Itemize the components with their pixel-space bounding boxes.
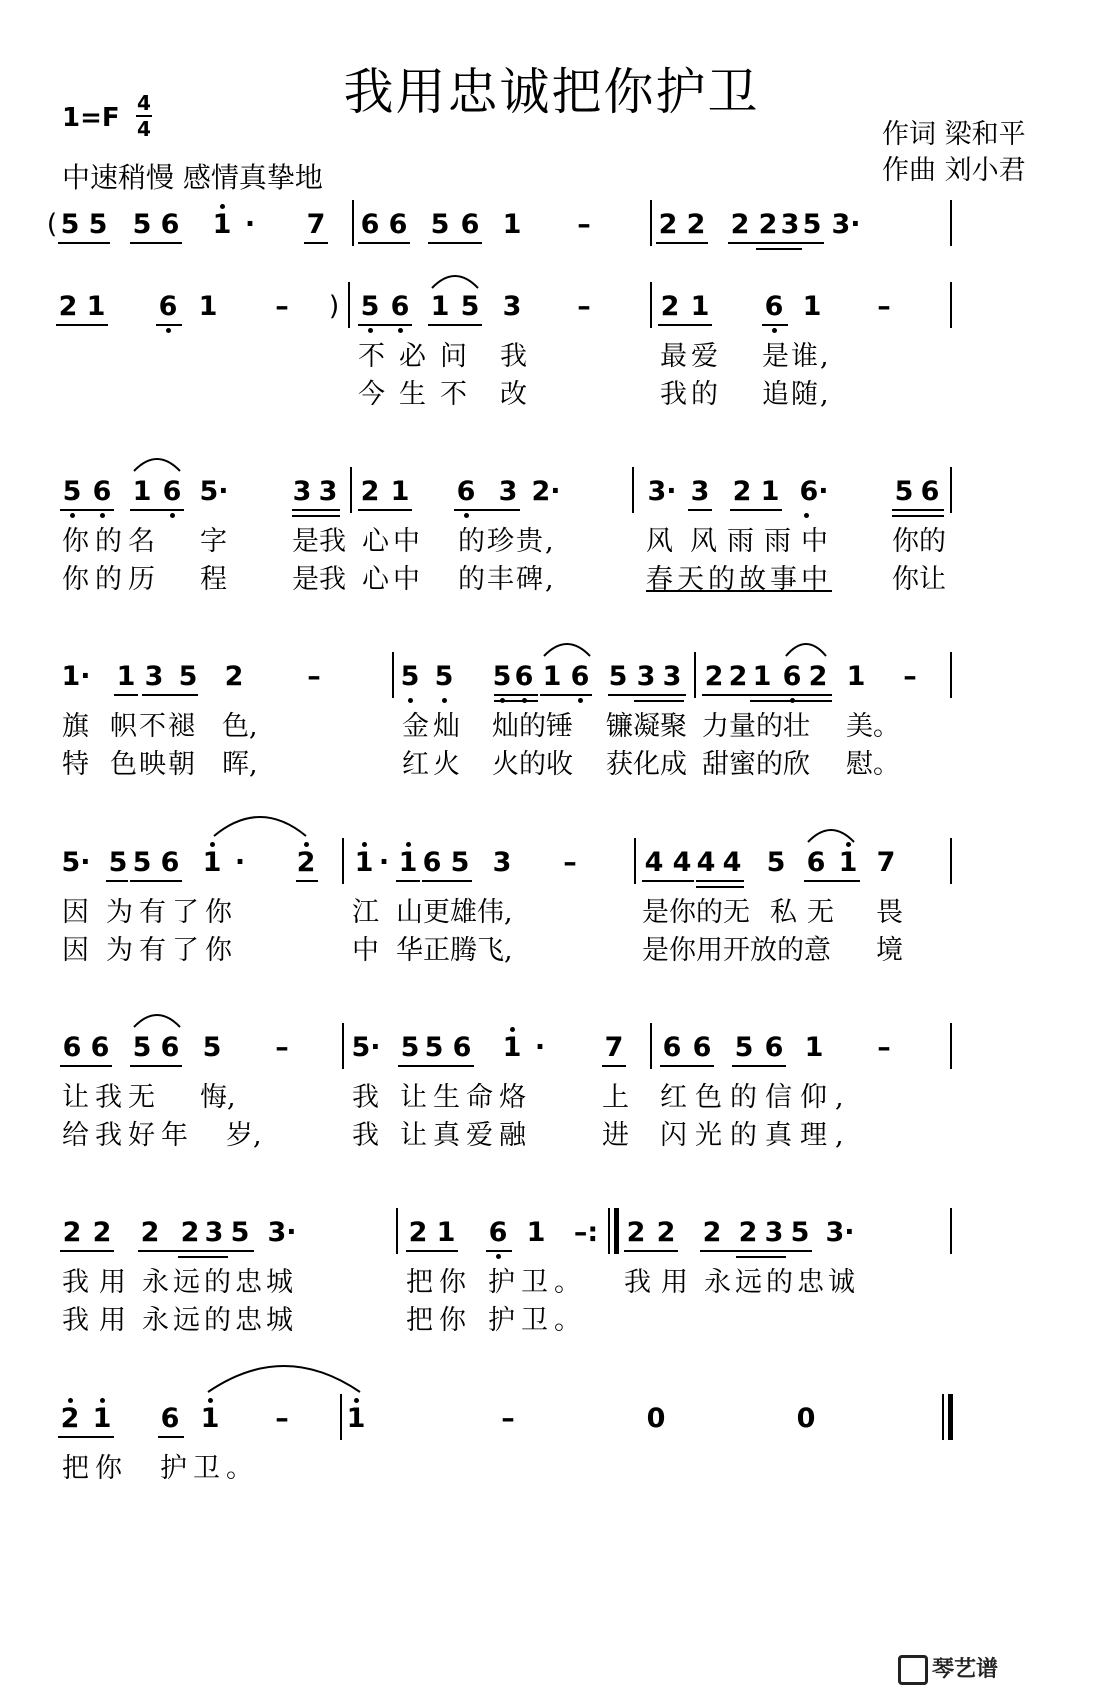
lyrics-row-5-verse-1: 因 为有了你 江 山更雄伟, 是你的无 私无 畏 bbox=[62, 897, 903, 928]
notation-row-3: 5 6 1 6 5· 3 3 2 1 6 3 2· 3· 3 2 1 6· 5 6 bbox=[0, 463, 1103, 523]
tempo-marking: 中速稍慢 感情真挚地 bbox=[62, 161, 323, 194]
time-signature bbox=[136, 92, 152, 140]
notation-row-8: 2 1 6 1 – 1 – 0 0 bbox=[0, 1390, 1103, 1450]
composer-credit: 作曲 刘小君 bbox=[882, 155, 1026, 186]
lyrics-row-2-verse-2: 今生不 改 我的 追随, bbox=[358, 379, 831, 410]
lyrics-row-7-verse-2: 我用 永远的忠城 把你 护卫。 bbox=[62, 1305, 587, 1336]
lyrics-row-4-verse-2: 特 色映朝 晖, 红火 火的收 获化成 甜蜜的欣 慰。 bbox=[62, 749, 900, 780]
song-title: 我用忠诚把你护卫 bbox=[343, 63, 760, 121]
lyrics-row-5-verse-2: 因 为有了你 中 华正腾飞, 是你用开放的意 境 bbox=[62, 935, 903, 966]
lyrics-row-6-verse-2: 给我好年 岁, 我 让真爱融 进 闪光的真理, bbox=[62, 1120, 852, 1151]
lyrics-row-4-verse-1: 旗 帜不褪 色, 金灿 灿的锤 镰凝聚 力量的壮 美。 bbox=[62, 711, 900, 742]
notation-row-1: ( 5 5 5 6 1 · 7 6 6 5 6 1 – 2 2 2 2 3 5 3· bbox=[0, 196, 1103, 256]
piano-logo-icon bbox=[898, 1655, 928, 1685]
time-signature-bottom: 4 bbox=[137, 117, 151, 141]
notation-row-5: 5· 5 5 6 1 · 2 1 · 1 6 5 3 – 4 4 4 4 5 6 1 7 bbox=[0, 834, 1103, 894]
site-watermark: 琴艺谱 bbox=[898, 1652, 998, 1685]
lyricist-credit: 作词 梁和平 bbox=[882, 119, 1026, 150]
notation-row-2: 2 1 6 1 – ) 5 6 1 5 3 – 2 1 6 1 – bbox=[0, 278, 1103, 338]
lyrics-row-2-verse-1: 不必问 我 最爱 是谁, bbox=[358, 341, 831, 372]
notation-row-6: 6 6 5 6 5 – 5· 5 5 6 1 · 7 6 6 5 6 1 – bbox=[0, 1019, 1103, 1079]
lyrics-row-3-verse-2: 你的历 程 是我 心中 的丰碑, 春天的故事中 你让 bbox=[62, 564, 946, 595]
notation-row-7: 2 2 2 2 3 5 3· 2 1 6 1 –: 2 2 2 2 3 5 3· bbox=[0, 1204, 1103, 1264]
lyrics-row-7-verse-1: 我用 永远的忠城 把你 护卫。 我用 永远的忠诚 bbox=[62, 1267, 859, 1298]
time-signature-top: 4 bbox=[137, 91, 151, 115]
lyrics-row-3-verse-1: 你的名 字 是我 心中 的珍贵, 风 风雨雨中 你的 bbox=[62, 526, 946, 557]
notation-row-4: 1· 1 3 5 2 – 5 5 5 6 1 6 5 3 3 2 2 1 6 2 1 – bbox=[0, 648, 1103, 708]
lyrics-row-6-verse-1: 让我无 悔, 我 让生命烙 上 红色的信仰, bbox=[62, 1082, 852, 1113]
lyrics-row-8-verse-1: 把你 护卫。 bbox=[62, 1453, 259, 1484]
key-signature: 1=F bbox=[62, 103, 120, 133]
